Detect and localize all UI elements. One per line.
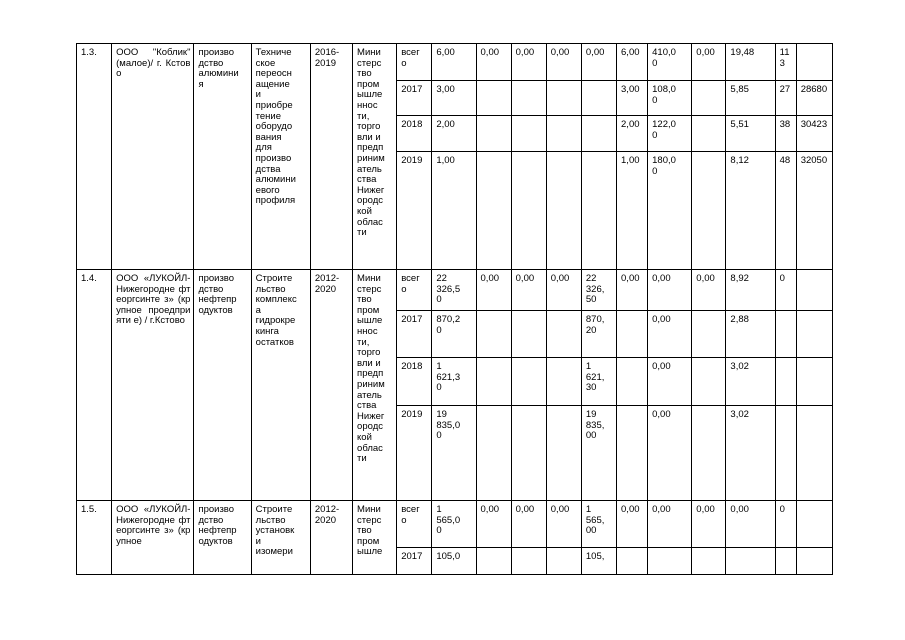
year-cell: 2018 xyxy=(397,358,432,406)
total-cell: 6,00 xyxy=(432,44,476,81)
other-cell xyxy=(692,116,726,152)
output-cell: 410,0 0 xyxy=(648,44,692,81)
own-funds-cell: 1 621, 30 xyxy=(581,358,616,406)
other-cell: 0,00 xyxy=(692,501,726,548)
regional-budget-cell: 0,00 xyxy=(511,501,546,548)
table-row xyxy=(77,270,833,311)
year-cell: всег о xyxy=(397,501,432,548)
taxes-cell: 3,02 xyxy=(726,358,775,406)
other-cell: 0,00 xyxy=(692,44,726,81)
total-cell: 1 565,0 0 xyxy=(432,501,476,548)
local-budget-cell: 0,00 xyxy=(546,501,581,548)
own-funds-cell: 22 326, 50 xyxy=(581,270,616,311)
jobs-cell: 38 xyxy=(775,116,796,152)
local-budget-cell: 0,00 xyxy=(546,44,581,81)
organization-cell: ООО «ЛУКОЙЛ-Нижегородне фтеоргсинте з» (крупное xyxy=(112,501,194,575)
year-cell: 2017 xyxy=(397,548,432,575)
own-funds-cell xyxy=(581,152,616,270)
federal-budget-cell xyxy=(476,116,511,152)
total-cell: 1 621,3 0 xyxy=(432,358,476,406)
taxes-cell: 0,00 xyxy=(726,501,775,548)
regional-budget-cell xyxy=(511,548,546,575)
own-funds-cell: 105, xyxy=(581,548,616,575)
salary-cell xyxy=(796,270,832,311)
salary-cell: 30423 xyxy=(796,116,832,152)
borrowed-funds-cell: 0,00 xyxy=(617,501,648,548)
project-cell: Техниче ское переосн ащение и приобре тение оборудо вания для произво дства алюмини евого профиля xyxy=(251,44,310,270)
taxes-cell: 5,85 xyxy=(726,81,775,116)
local-budget-cell xyxy=(546,406,581,501)
salary-cell: 32050 xyxy=(796,152,832,270)
borrowed-funds-cell xyxy=(617,548,648,575)
federal-budget-cell: 0,00 xyxy=(476,501,511,548)
other-cell xyxy=(692,548,726,575)
organization-cell: ООО "Коблик" (малое)/ г. Кстово xyxy=(112,44,194,270)
year-cell: 2017 xyxy=(397,81,432,116)
jobs-cell xyxy=(775,548,796,575)
own-funds-cell: 0,00 xyxy=(581,44,616,81)
federal-budget-cell xyxy=(476,548,511,575)
year-cell: 2017 xyxy=(397,311,432,358)
federal-budget-cell: 0,00 xyxy=(476,270,511,311)
own-funds-cell xyxy=(581,116,616,152)
industry-cell: произво дство нефтепр одуктов xyxy=(194,501,251,575)
other-cell xyxy=(692,152,726,270)
output-cell: 0,00 xyxy=(648,406,692,501)
borrowed-funds-cell: 0,00 xyxy=(617,270,648,311)
total-cell: 1,00 xyxy=(432,152,476,270)
total-cell: 2,00 xyxy=(432,116,476,152)
industry-cell: произво дство алюмини я xyxy=(194,44,251,270)
year-cell: всег о xyxy=(397,270,432,311)
salary-cell xyxy=(796,406,832,501)
regional-budget-cell xyxy=(511,406,546,501)
total-cell: 22 326,5 0 xyxy=(432,270,476,311)
own-funds-cell: 870, 20 xyxy=(581,311,616,358)
regional-budget-cell xyxy=(511,311,546,358)
other-cell: 0,00 xyxy=(692,270,726,311)
regional-budget-cell xyxy=(511,81,546,116)
period-cell: 2016- 2019 xyxy=(310,44,352,270)
other-cell xyxy=(692,358,726,406)
other-cell xyxy=(692,311,726,358)
borrowed-funds-cell xyxy=(617,311,648,358)
ministry-cell: Мини стерс тво пром ышле ннос ти, торго вли и предп риним атель ства Нижег ородс кой облас ти xyxy=(353,44,397,270)
row-number-cell: 1.3. xyxy=(77,44,112,270)
taxes-cell: 2,88 xyxy=(726,311,775,358)
salary-cell xyxy=(796,358,832,406)
borrowed-funds-cell: 2,00 xyxy=(617,116,648,152)
year-cell: 2019 xyxy=(397,406,432,501)
output-cell: 0,00 xyxy=(648,358,692,406)
year-cell: всег о xyxy=(397,44,432,81)
federal-budget-cell xyxy=(476,406,511,501)
output-cell: 0,00 xyxy=(648,501,692,548)
local-budget-cell xyxy=(546,152,581,270)
output-cell xyxy=(648,548,692,575)
other-cell xyxy=(692,81,726,116)
federal-budget-cell xyxy=(476,358,511,406)
table-row xyxy=(77,44,833,81)
table-row xyxy=(77,501,833,548)
investment-projects-table xyxy=(76,43,833,575)
period-cell: 2012- 2020 xyxy=(310,501,352,575)
ministry-cell: Мини стерс тво пром ышле ннос ти, торго вли и предп риним атель ства Нижег ородс кой облас ти xyxy=(353,270,397,501)
jobs-cell xyxy=(775,358,796,406)
jobs-cell: 27 xyxy=(775,81,796,116)
regional-budget-cell xyxy=(511,358,546,406)
period-cell: 2012- 2020 xyxy=(310,270,352,501)
year-cell: 2018 xyxy=(397,116,432,152)
local-budget-cell xyxy=(546,358,581,406)
federal-budget-cell xyxy=(476,81,511,116)
taxes-cell: 19,48 xyxy=(726,44,775,81)
taxes-cell: 8,92 xyxy=(726,270,775,311)
federal-budget-cell xyxy=(476,152,511,270)
borrowed-funds-cell xyxy=(617,358,648,406)
total-cell: 3,00 xyxy=(432,81,476,116)
local-budget-cell xyxy=(546,81,581,116)
row-number-cell: 1.4. xyxy=(77,270,112,501)
federal-budget-cell xyxy=(476,311,511,358)
salary-cell xyxy=(796,44,832,81)
local-budget-cell xyxy=(546,548,581,575)
regional-budget-cell xyxy=(511,152,546,270)
jobs-cell xyxy=(775,311,796,358)
own-funds-cell: 19 835, 00 xyxy=(581,406,616,501)
output-cell: 0,00 xyxy=(648,270,692,311)
project-cell: Строите льство установк и изомери xyxy=(251,501,310,575)
borrowed-funds-cell: 3,00 xyxy=(617,81,648,116)
own-funds-cell xyxy=(581,81,616,116)
project-cell: Строите льство комплекс а гидрокре кинга остатков xyxy=(251,270,310,501)
output-cell: 180,0 0 xyxy=(648,152,692,270)
jobs-cell xyxy=(775,406,796,501)
own-funds-cell: 1 565, 00 xyxy=(581,501,616,548)
salary-cell xyxy=(796,501,832,548)
taxes-cell xyxy=(726,548,775,575)
organization-cell: ООО «ЛУКОЙЛ-Нижегородне фтеоргсинте з» (крупное проедприяти е) / г.Кстово xyxy=(112,270,194,501)
local-budget-cell xyxy=(546,116,581,152)
output-cell: 108,0 0 xyxy=(648,81,692,116)
salary-cell xyxy=(796,311,832,358)
regional-budget-cell: 0,00 xyxy=(511,44,546,81)
borrowed-funds-cell: 1,00 xyxy=(617,152,648,270)
jobs-cell: 0 xyxy=(775,501,796,548)
other-cell xyxy=(692,406,726,501)
industry-cell: произво дство нефтепр одуктов xyxy=(194,270,251,501)
regional-budget-cell: 0,00 xyxy=(511,270,546,311)
ministry-cell: Мини стерс тво пром ышле xyxy=(353,501,397,575)
output-cell: 0,00 xyxy=(648,311,692,358)
borrowed-funds-cell xyxy=(617,406,648,501)
jobs-cell: 48 xyxy=(775,152,796,270)
jobs-cell: 0 xyxy=(775,270,796,311)
salary-cell xyxy=(796,548,832,575)
local-budget-cell xyxy=(546,311,581,358)
federal-budget-cell: 0,00 xyxy=(476,44,511,81)
taxes-cell: 3,02 xyxy=(726,406,775,501)
jobs-cell: 11 3 xyxy=(775,44,796,81)
regional-budget-cell xyxy=(511,116,546,152)
total-cell: 105,0 xyxy=(432,548,476,575)
total-cell: 19 835,0 0 xyxy=(432,406,476,501)
taxes-cell: 8,12 xyxy=(726,152,775,270)
total-cell: 870,2 0 xyxy=(432,311,476,358)
taxes-cell: 5,51 xyxy=(726,116,775,152)
year-cell: 2019 xyxy=(397,152,432,270)
local-budget-cell: 0,00 xyxy=(546,270,581,311)
row-number-cell: 1.5. xyxy=(77,501,112,575)
output-cell: 122,0 0 xyxy=(648,116,692,152)
salary-cell: 28680 xyxy=(796,81,832,116)
borrowed-funds-cell: 6,00 xyxy=(617,44,648,81)
